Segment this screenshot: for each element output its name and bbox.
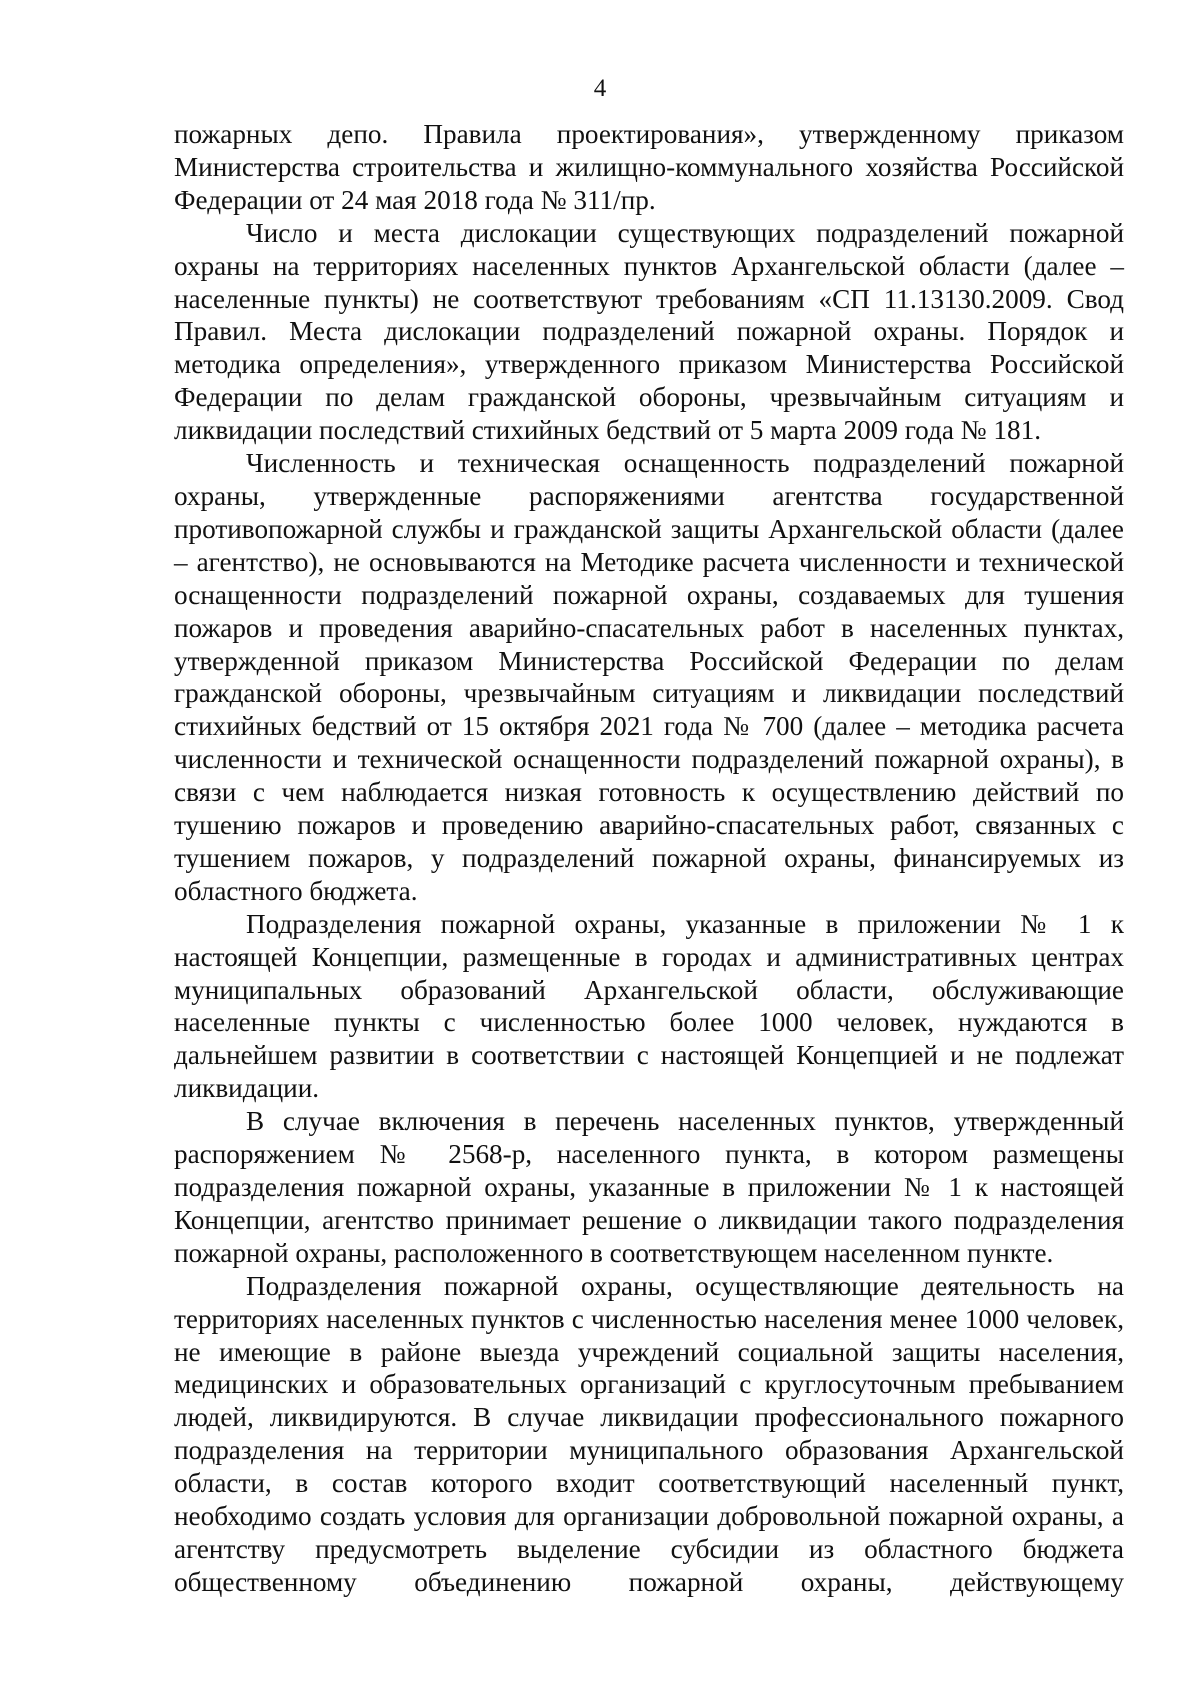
paragraph-staffing-and-equipment: Численность и техническая оснащенность подразделений пожарной охраны, утвержденные распоряжениями агентства государственной противопожарной службы и гражданской защиты Архангельской области (далее – агентство), не основываются на Методике расчета численности и технической оснащенности подразделений пожарной охраны, создаваемых для тушения пожаров и проведения аварийно-спасательных работ в населенных пунктах, утвержденной приказом Министерства Российской Федерации по делам гражданской обороны, чрезвычайным ситуациям и ликвидации последствий стихийных бедствий от 15 октября 2021 года № 700 (далее – методика расчета численности и технической оснащенности подразделений пожарной охраны), в связи с чем наблюдается низкая готовность к осуществлению действий по тушению пожаров и проведению аварийно-спасательных работ, связанных с тушением пожаров, у подразделений пожарной охраны, финансируемых из областного бюджета. — [174, 448, 1124, 906]
paragraph-small-settlements: Подразделения пожарной охраны, осуществляющие деятельность на территориях населенных пунктов с численностью населения менее 1000 человек, не имеющие в районе выезда учреждений социальной защиты населения, медицинских и образовательных организаций с круглосуточным пребыванием людей, ликвидируются. В случае ликвидации профессионального пожарного подразделения на территории муниципального образования Архангельской области, в состав которого входит соответствующий населенный пункт, необходимо создать условия для организации добровольной пожарной охраны, а агентству предусмотреть выделение субсидии из областного бюджета общественному объединению пожарной охраны, действующему — [174, 1270, 1124, 1597]
paragraph-liquidation-decision: В случае включения в перечень населенных пунктов, утвержденный распоряжением № 2568-р, населенного пункта, в котором размещены подразделения пожарной охраны, указанные в приложении № 1 к настоящей Концепции, агентство принимает решение о ликвидации такого подразделения пожарной охраны, расположенного в соответствующем населенном пункте. — [174, 1106, 1124, 1268]
document-body — [174, 118, 1124, 1599]
paragraph-fire-station-locations: Число и места дислокации существующих подразделений пожарной охраны на территориях населенных пунктов Архангельской области (далее – населенные пункты) не соответствуют требованиям «СП 11.13130.2009. Свод Правил. Места дислокации подразделений пожарной охраны. Порядок и методика определения», утвержденного приказом Министерства Российской Федерации по делам гражданской обороны, чрезвычайным ситуациям и ликвидации последствий стихийных бедствий от 5 марта 2009 года № 181. — [174, 217, 1124, 446]
paragraph-continuation: пожарных депо. Правила проектирования», утвержденному приказом Министерства строительства и жилищно-коммунального хозяйства Российской Федерации от 24 мая 2018 года № 311/пр. — [174, 119, 1124, 215]
paragraph-units-in-appendix-1: Подразделения пожарной охраны, указанные в приложении № 1 к настоящей Концепции, размещенные в городах и административных центрах муниципальных образований Архангельской области, обслуживающие населенные пункты с численностью более 1000 человек, нуждаются в дальнейшем развитии в соответствии с настоящей Концепцией и не подлежат ликвидации. — [174, 908, 1124, 1104]
page-number: 4 — [593, 75, 607, 102]
